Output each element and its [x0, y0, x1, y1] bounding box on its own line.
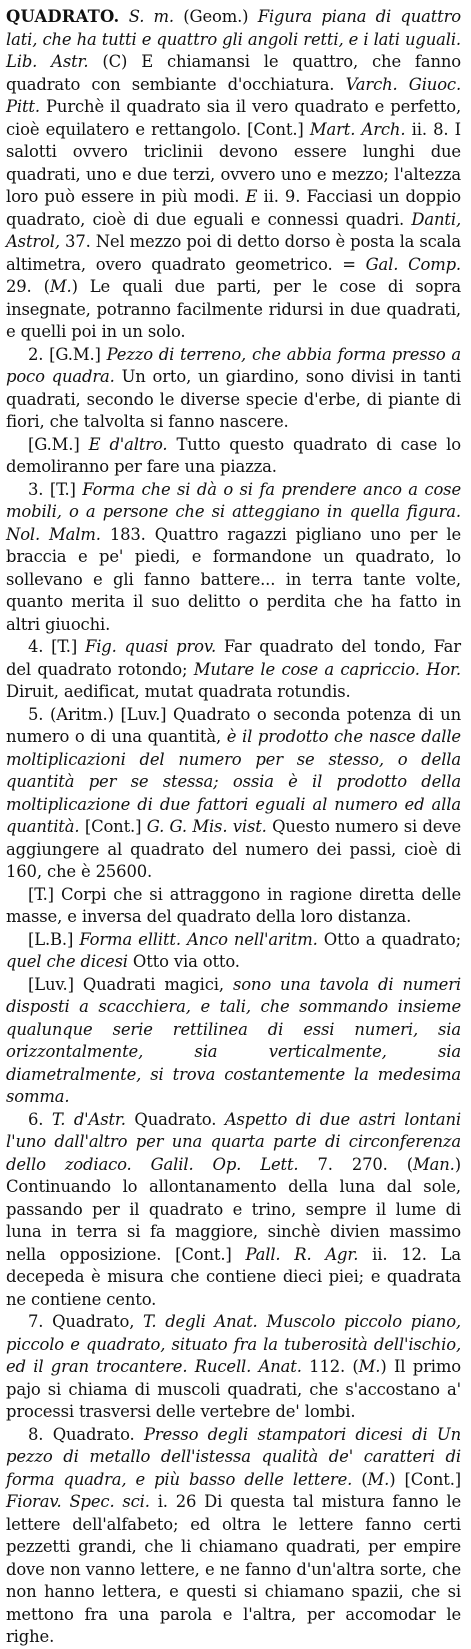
italic-text: Mart. Arch.	[309, 119, 406, 139]
text-run: (	[352, 1469, 368, 1489]
italic-text: quel che dicesi	[6, 952, 128, 971]
text-run: [T.] Corpi che si attraggono in ragione diretta delle masse, e inversa del quadrato della loro distanza.	[6, 884, 461, 926]
text-run: ii. 8. I salotti ovvero triclinii devono essere lunghi due quadrati, uno e due terzi, ovvero uno e mezzo; l'altezza loro può essere in più modi.	[6, 119, 461, 206]
italic-text: Figura piana di quattro lati, che ha tutti e quattro gli angoli retti, e i lati uguali. Lib. Astr.	[6, 7, 462, 71]
text-run: 183. Quattro ragazzi pigliano uno per le braccia e pe' piedi, e formandone un quadrato, lo sollevano e gli fanno battere... in terra tante volte, quanto merita il suo delitto o perdita che ha fatto in altri giuochi.	[6, 524, 461, 634]
text-run: [L.B.]	[28, 929, 80, 949]
italic-text: Aspetto di due astri lontani l'uno dall'altro per una quarta parte di circonferenza dello zodiaco. Galil. Op. Lett.	[6, 1109, 462, 1174]
text-run: Otto via otto.	[127, 952, 240, 971]
entry-sense	[6, 636, 461, 704]
text-run: ) Il primo pajo si chiama di muscoli quadrati, che s'accostano a' processi trasversi delle vertebre de' lombi.	[6, 1357, 462, 1421]
italic-text: S. m.	[119, 7, 184, 26]
text-run: Far quadrato del tondo, Far del quadrato rotondo;	[6, 637, 461, 679]
italic-text: Pezzo di terreno, che abbia forma presso a poco quadra.	[6, 344, 461, 386]
italic-text: Pall. R. Agr.	[245, 1244, 359, 1264]
text-run: (C) E chiamansi le quattro, che fanno quadrato con sembiante d'occhiatura.	[6, 52, 461, 94]
text-run: 29. (	[6, 277, 50, 296]
text-run: 8. Quadrato.	[28, 1424, 144, 1444]
italic-text: M.	[49, 277, 72, 296]
entry-sense	[6, 974, 461, 1109]
italic-text: Fiorav. Spec. sci.	[6, 1492, 150, 1511]
text-run: ) [Cont.]	[389, 1469, 462, 1489]
italic-text: T. degli Anat. Muscolo piccolo piano, piccolo e quadrato, situato fra la tuberosità dell'ischio, ed il gran trocantere. Rucell. Anat.	[6, 1312, 461, 1376]
text-run: 37. Nel mezzo poi di detto dorso è posta la scala altimetra, overo quadrato geometrico. =	[6, 232, 461, 274]
text-run: ) Le quali due parti, per le cose di sopra insegnate, potranno facilmente ridursi in due quadrati, e quelli poi in un solo.	[6, 277, 461, 341]
entry-headword: QUADRATO.	[6, 7, 120, 26]
italic-text: Forma ellitt. Anco nell'aritm.	[79, 929, 318, 949]
text-run: ii. 9. Facciasi un doppio quadrato, cioè di due eguali e connessi quadri.	[6, 187, 462, 229]
italic-text: sono una tavola di numeri disposti a scacchiera, e tali, che sommando insieme qualunque serie rettilinea di essi numeri, sia orizzontalmente, sia verticalmente, sia diametralmente, si trova costantemente la medesima somma.	[6, 974, 461, 1106]
entry-sense	[6, 1424, 461, 1649]
entry-sense	[6, 344, 461, 434]
italic-text: è il prodotto che nasce dalle moltiplicazioni del numero per se stesso, o della quantità per se stessa; ossia è il prodotto della moltiplicazione di due fattori eguali al numero ed alla quantità.	[6, 727, 461, 836]
text-run: 2. [G.M.]	[28, 344, 107, 364]
text-run: 7. 270. (	[298, 1154, 414, 1174]
text-run: [Cont.]	[79, 817, 147, 836]
text-run: Tutto questo quadrato di case lo demoliranno per fare una piazza.	[6, 434, 461, 476]
text-run: ) Continuando lo allontanamento della luna dal sole, passando per il quadrato e trino, sempre il lume di luna in terra si fa maggiore, sinchè divien massimo nella opposizione. [Cont.]	[6, 1154, 461, 1264]
entry-sense	[6, 479, 461, 637]
text-run: 3. [T.]	[28, 479, 83, 499]
entry-sense	[6, 1109, 461, 1312]
text-run: Otto a quadrato;	[317, 929, 461, 949]
text-run: ii. 12. La decepeda è misura che contiene dieci piei; e quadrata ne contiene cento.	[6, 1244, 461, 1309]
italic-text: G. G. Mis. vist.	[146, 817, 267, 836]
text-run: Un orto, un giardino, sono divisi in tanti quadrati, secondo le diverse specie d'erbe, di piante di fiori, che talvolta si fanno nascere.	[6, 367, 461, 431]
italic-text: E d'altro.	[88, 434, 168, 454]
italic-text: Danti, Astrol,	[6, 209, 461, 251]
text-run: i. 26 Di questa tal mistura fanno le lettere dell'alfabeto; ed oltra le lettere fanno certi pezzetti grandi, che li chiamano quadrati, per empire dove non vanno lettere, e ne fanno d'un'altra sorte, che non hanno lettera, e questi si chiamano spazii, che si mettono fra una parola e l'altra, per accomodar le righe.	[6, 1492, 461, 1646]
italic-text: E	[245, 187, 258, 206]
entry-definition	[6, 6, 461, 344]
italic-text: Forma che si dà o si fa prendere anco a cose mobili, o a persone che si atteggiano in quella figura. Nol. Malm.	[6, 479, 461, 544]
text-run: 4. [T.]	[28, 637, 85, 656]
italic-text: Varch. Giuoc. Pitt.	[6, 74, 462, 116]
italic-text: M.	[367, 1469, 390, 1489]
text-run: [Luv.] Quadrati magici,	[28, 974, 233, 994]
entry-sense	[6, 929, 461, 974]
italic-text: Gal. Comp.	[365, 254, 461, 274]
italic-text: M.	[358, 1357, 381, 1376]
italic-text: Fig. quasi prov.	[84, 637, 217, 656]
text-run: 112. (	[301, 1357, 359, 1376]
entry-sense	[6, 1311, 461, 1424]
text-run: 6.	[28, 1109, 52, 1129]
text-run: 7. Quadrato,	[28, 1312, 144, 1331]
text-run: [G.M.]	[28, 434, 89, 454]
text-run: Quadrato.	[125, 1109, 225, 1129]
text-run: 5. (Aritm.) [Luv.] Quadrato o seconda potenza di un numero o di una quantità,	[6, 704, 461, 746]
text-run: Purchè il quadrato sia il vero quadrato e perfetto, cioè equilatero e rettangolo. [Cont.]	[6, 97, 461, 139]
italic-text: Mutare le cose a capriccio. Hor.	[193, 659, 461, 679]
text-run: Diruit, aedificat, mutat quadrata rotundis.	[6, 682, 351, 701]
entry-sense	[6, 434, 461, 479]
italic-text: Presso degli stampatori dicesi di Un pezzo di metallo dell'istessa qualità de' caratteri di forma quadra, e più basso delle lettere.	[6, 1424, 461, 1489]
italic-text: T. d'Astr.	[51, 1109, 126, 1129]
entry-sense	[6, 884, 461, 929]
italic-text: Man.	[413, 1154, 455, 1174]
text-run: Questo numero si deve aggiungere al quadrato del numero dei passi, cioè di 160, che è 25600.	[6, 817, 462, 881]
text-run: (Geom.)	[183, 7, 258, 26]
entry-sense	[6, 704, 461, 884]
